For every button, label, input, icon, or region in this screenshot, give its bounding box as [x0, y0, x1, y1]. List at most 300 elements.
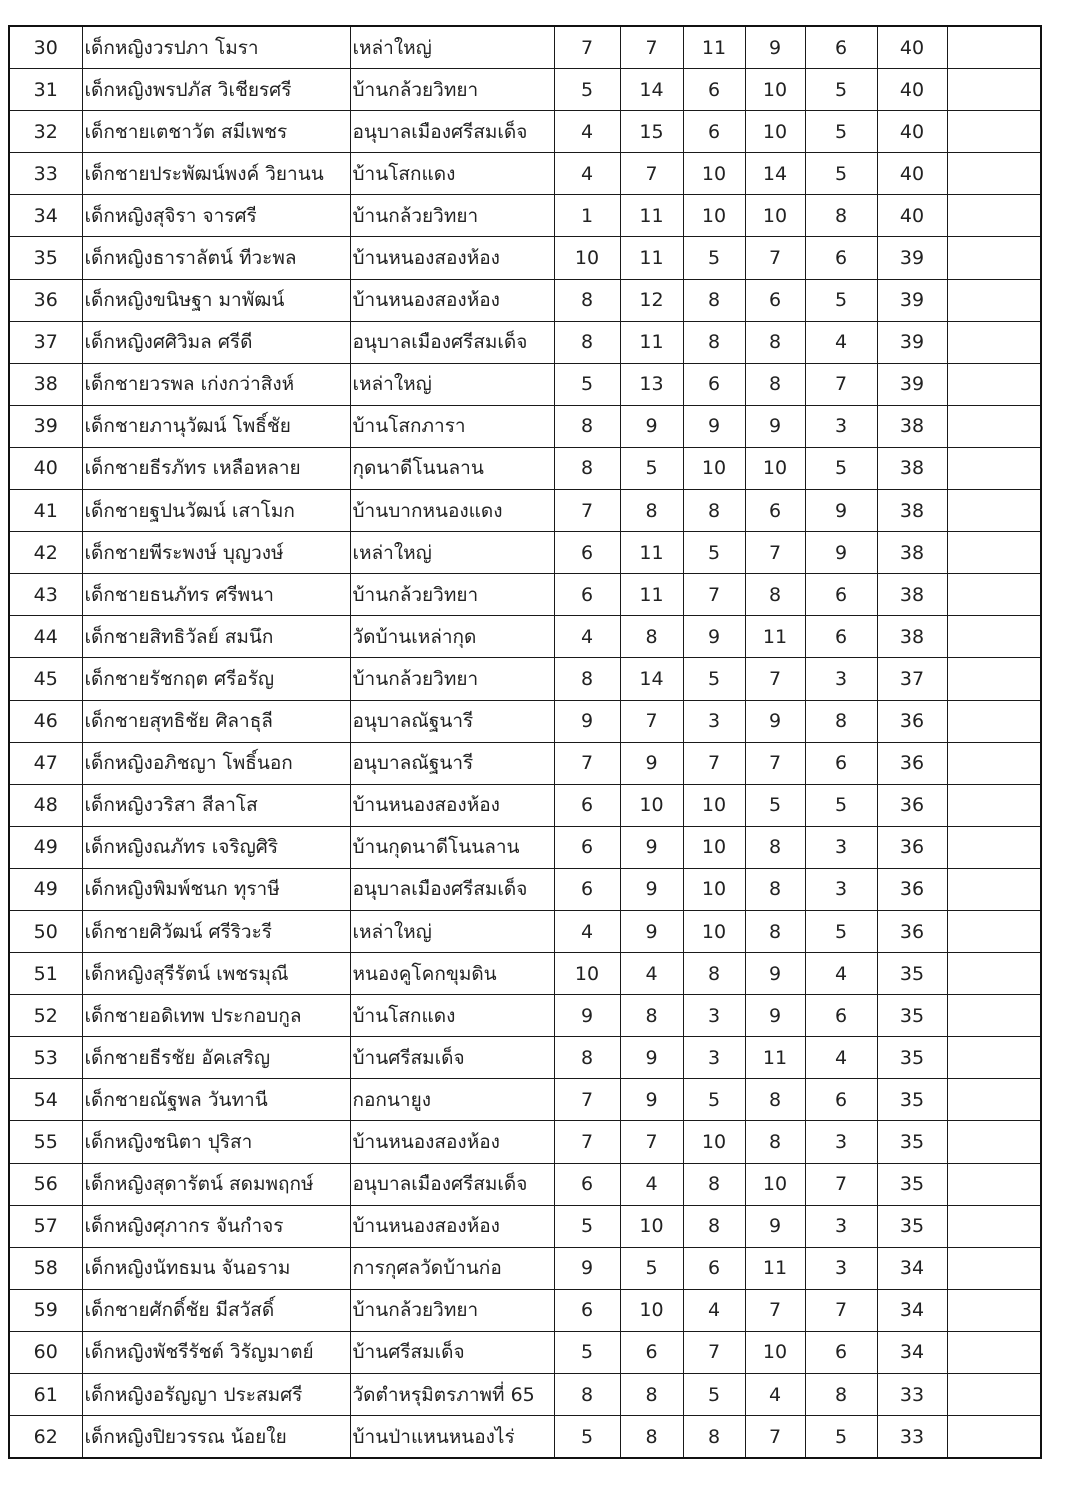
student-name-cell: เด็กหญิงชนิตา ปุริสา: [82, 1121, 350, 1163]
school-cell: อนุบาลเมืองศรีสมเด็จ: [350, 321, 554, 363]
total-score-cell: 40: [877, 111, 947, 153]
score-4-cell: 8: [745, 574, 805, 616]
score-5-cell: 6: [805, 574, 877, 616]
score-3-cell: 7: [683, 1331, 745, 1373]
score-2-cell: 8: [620, 1416, 683, 1459]
total-score-cell: 38: [877, 490, 947, 532]
score-1-cell: 7: [554, 742, 620, 784]
score-5-cell: 7: [805, 363, 877, 405]
score-5-cell: 6: [805, 237, 877, 279]
score-4-cell: 9: [745, 1205, 805, 1247]
table-row: [9, 195, 1041, 237]
rank-cell: 61: [9, 1374, 82, 1416]
score-5-cell: 6: [805, 1079, 877, 1121]
student-name-cell: เด็กหญิงธาราลัตน์ ทีวะพล: [82, 237, 350, 279]
score-2-cell: 11: [620, 574, 683, 616]
score-4-cell: 14: [745, 153, 805, 195]
rank-cell: 37: [9, 321, 82, 363]
remark-cell: [947, 910, 1041, 952]
score-4-cell: 11: [745, 616, 805, 658]
score-1-cell: 6: [554, 574, 620, 616]
total-score-cell: 40: [877, 195, 947, 237]
score-2-cell: 5: [620, 447, 683, 489]
score-3-cell: 7: [683, 742, 745, 784]
remark-cell: [947, 279, 1041, 321]
student-name-cell: เด็กหญิงวริสา สีลาโส: [82, 784, 350, 826]
student-name-cell: เด็กชายธีรภัทร เหลือหลาย: [82, 447, 350, 489]
remark-cell: [947, 574, 1041, 616]
rank-cell: 36: [9, 279, 82, 321]
table-row: [9, 490, 1041, 532]
score-5-cell: 3: [805, 868, 877, 910]
table-row: [9, 1037, 1041, 1079]
score-2-cell: 11: [620, 321, 683, 363]
school-cell: บ้านกล้วยวิทยา: [350, 69, 554, 111]
score-5-cell: 3: [805, 826, 877, 868]
score-4-cell: 9: [745, 700, 805, 742]
score-4-cell: 10: [745, 447, 805, 489]
score-2-cell: 10: [620, 1289, 683, 1331]
score-3-cell: 8: [683, 279, 745, 321]
score-3-cell: 8: [683, 1205, 745, 1247]
rank-cell: 39: [9, 405, 82, 447]
score-5-cell: 9: [805, 490, 877, 532]
total-score-cell: 36: [877, 910, 947, 952]
score-1-cell: 5: [554, 1331, 620, 1373]
score-2-cell: 9: [620, 910, 683, 952]
table-row: [9, 69, 1041, 111]
score-4-cell: 10: [745, 111, 805, 153]
school-cell: อนุบาลณัฐนารี: [350, 700, 554, 742]
rank-cell: 32: [9, 111, 82, 153]
rank-cell: 59: [9, 1289, 82, 1331]
total-score-cell: 36: [877, 700, 947, 742]
rank-cell: 38: [9, 363, 82, 405]
score-1-cell: 5: [554, 363, 620, 405]
score-3-cell: 3: [683, 1037, 745, 1079]
table-row: [9, 658, 1041, 700]
table-row: [9, 1416, 1041, 1459]
score-4-cell: 4: [745, 1374, 805, 1416]
rank-cell: 42: [9, 532, 82, 574]
student-name-cell: เด็กหญิงวรปภา โมรา: [82, 26, 350, 69]
score-5-cell: 8: [805, 195, 877, 237]
score-3-cell: 5: [683, 237, 745, 279]
score-3-cell: 10: [683, 826, 745, 868]
rank-cell: 34: [9, 195, 82, 237]
total-score-cell: 39: [877, 363, 947, 405]
total-score-cell: 36: [877, 826, 947, 868]
score-3-cell: 9: [683, 616, 745, 658]
school-cell: กอกนายูง: [350, 1079, 554, 1121]
score-4-cell: 11: [745, 1247, 805, 1289]
score-2-cell: 9: [620, 1037, 683, 1079]
table-row: [9, 742, 1041, 784]
total-score-cell: 34: [877, 1289, 947, 1331]
total-score-cell: 33: [877, 1416, 947, 1459]
table-row: [9, 111, 1041, 153]
student-name-cell: เด็กชายเตชาวัต สมีเพชร: [82, 111, 350, 153]
score-2-cell: 4: [620, 1163, 683, 1205]
score-2-cell: 12: [620, 279, 683, 321]
student-name-cell: เด็กหญิงณภัทร เจริญศิริ: [82, 826, 350, 868]
rank-cell: 55: [9, 1121, 82, 1163]
total-score-cell: 38: [877, 616, 947, 658]
table-row: [9, 1121, 1041, 1163]
score-2-cell: 14: [620, 69, 683, 111]
remark-cell: [947, 1079, 1041, 1121]
total-score-cell: 35: [877, 953, 947, 995]
school-cell: บ้านกล้วยวิทยา: [350, 1289, 554, 1331]
remark-cell: [947, 153, 1041, 195]
student-name-cell: เด็กชายประพัฒน์พงค์ วิยานน: [82, 153, 350, 195]
score-3-cell: 6: [683, 69, 745, 111]
score-2-cell: 8: [620, 616, 683, 658]
total-score-cell: 35: [877, 1079, 947, 1121]
score-5-cell: 6: [805, 742, 877, 784]
table-row: [9, 153, 1041, 195]
total-score-cell: 39: [877, 237, 947, 279]
total-score-cell: 40: [877, 69, 947, 111]
rank-cell: 44: [9, 616, 82, 658]
score-4-cell: 7: [745, 1416, 805, 1459]
score-5-cell: 8: [805, 1374, 877, 1416]
student-name-cell: เด็กหญิงพัชรีรัชต์ วิรัญมาตย์: [82, 1331, 350, 1373]
table-row: [9, 26, 1041, 69]
score-3-cell: 5: [683, 1374, 745, 1416]
remark-cell: [947, 1289, 1041, 1331]
table-row: [9, 1247, 1041, 1289]
score-1-cell: 8: [554, 658, 620, 700]
remark-cell: [947, 26, 1041, 69]
score-2-cell: 8: [620, 995, 683, 1037]
remark-cell: [947, 447, 1041, 489]
score-4-cell: 8: [745, 826, 805, 868]
school-cell: บ้านหนองสองห้อง: [350, 279, 554, 321]
score-3-cell: 10: [683, 195, 745, 237]
score-5-cell: 5: [805, 910, 877, 952]
score-1-cell: 6: [554, 784, 620, 826]
score-1-cell: 5: [554, 69, 620, 111]
school-cell: บ้านกล้วยวิทยา: [350, 574, 554, 616]
score-1-cell: 4: [554, 616, 620, 658]
score-1-cell: 5: [554, 1205, 620, 1247]
remark-cell: [947, 658, 1041, 700]
rank-cell: 56: [9, 1163, 82, 1205]
score-table: [8, 25, 1042, 1459]
table-row: [9, 1374, 1041, 1416]
school-cell: บ้านหนองสองห้อง: [350, 1205, 554, 1247]
table-row: [9, 826, 1041, 868]
score-3-cell: 8: [683, 953, 745, 995]
score-1-cell: 7: [554, 1079, 620, 1121]
total-score-cell: 35: [877, 1121, 947, 1163]
score-3-cell: 10: [683, 910, 745, 952]
score-1-cell: 6: [554, 532, 620, 574]
table-row: [9, 784, 1041, 826]
student-name-cell: เด็กหญิงอภิชญา โพธิ์นอก: [82, 742, 350, 784]
school-cell: บ้านป่าแหนหนองไร่: [350, 1416, 554, 1459]
score-5-cell: 7: [805, 1289, 877, 1331]
student-name-cell: เด็กชายธีรชัย อัคเสริญ: [82, 1037, 350, 1079]
score-1-cell: 4: [554, 153, 620, 195]
score-4-cell: 10: [745, 195, 805, 237]
student-name-cell: เด็กชายศิวัฒน์ ศรีริวะรี: [82, 910, 350, 952]
student-name-cell: เด็กชายฐปนวัฒน์ เสาโมก: [82, 490, 350, 532]
score-5-cell: 4: [805, 1037, 877, 1079]
school-cell: เหล่าใหญ่: [350, 910, 554, 952]
remark-cell: [947, 1416, 1041, 1459]
student-name-cell: เด็กหญิงปิยวรรณ น้อยใย: [82, 1416, 350, 1459]
score-1-cell: 1: [554, 195, 620, 237]
student-name-cell: เด็กหญิงสุจิรา จารศรี: [82, 195, 350, 237]
score-1-cell: 9: [554, 700, 620, 742]
score-1-cell: 7: [554, 26, 620, 69]
school-cell: บ้านหนองสองห้อง: [350, 1121, 554, 1163]
remark-cell: [947, 1331, 1041, 1373]
score-5-cell: 4: [805, 321, 877, 363]
score-4-cell: 8: [745, 1121, 805, 1163]
student-name-cell: เด็กชายพีระพงษ์ บุญวงษ์: [82, 532, 350, 574]
score-2-cell: 7: [620, 1121, 683, 1163]
score-3-cell: 3: [683, 700, 745, 742]
remark-cell: [947, 111, 1041, 153]
score-3-cell: 5: [683, 532, 745, 574]
rank-cell: 31: [9, 69, 82, 111]
score-3-cell: 6: [683, 363, 745, 405]
table-row: [9, 279, 1041, 321]
school-cell: บ้านกล้วยวิทยา: [350, 658, 554, 700]
rank-cell: 54: [9, 1079, 82, 1121]
table-row: [9, 1163, 1041, 1205]
score-3-cell: 6: [683, 111, 745, 153]
score-3-cell: 8: [683, 321, 745, 363]
score-4-cell: 6: [745, 490, 805, 532]
score-3-cell: 10: [683, 784, 745, 826]
school-cell: หนองคูโคกขุมดิน: [350, 953, 554, 995]
score-2-cell: 11: [620, 237, 683, 279]
score-4-cell: 8: [745, 321, 805, 363]
score-1-cell: 8: [554, 447, 620, 489]
table-row: [9, 447, 1041, 489]
table-row: [9, 405, 1041, 447]
score-2-cell: 6: [620, 1331, 683, 1373]
student-name-cell: เด็กชายวรพล เก่งกว่าสิงห์: [82, 363, 350, 405]
table-row: [9, 616, 1041, 658]
score-5-cell: 6: [805, 26, 877, 69]
total-score-cell: 33: [877, 1374, 947, 1416]
school-cell: อนุบาลเมืองศรีสมเด็จ: [350, 111, 554, 153]
total-score-cell: 36: [877, 742, 947, 784]
score-3-cell: 4: [683, 1289, 745, 1331]
student-name-cell: เด็กหญิงศศิวิมล ศรีดี: [82, 321, 350, 363]
score-1-cell: 8: [554, 321, 620, 363]
remark-cell: [947, 1163, 1041, 1205]
total-score-cell: 40: [877, 26, 947, 69]
score-1-cell: 4: [554, 910, 620, 952]
score-5-cell: 9: [805, 532, 877, 574]
table-row: [9, 910, 1041, 952]
score-2-cell: 7: [620, 26, 683, 69]
student-name-cell: เด็กชายรัชกฤต ศรีอรัญ: [82, 658, 350, 700]
student-name-cell: เด็กชายภานุวัฒน์ โพธิ์ชัย: [82, 405, 350, 447]
student-name-cell: เด็กหญิงพรปภัส วิเชียรศรี: [82, 69, 350, 111]
total-score-cell: 35: [877, 995, 947, 1037]
score-3-cell: 5: [683, 1079, 745, 1121]
rank-cell: 45: [9, 658, 82, 700]
score-4-cell: 8: [745, 363, 805, 405]
table-row: [9, 574, 1041, 616]
score-4-cell: 7: [745, 658, 805, 700]
rank-cell: 50: [9, 910, 82, 952]
remark-cell: [947, 784, 1041, 826]
rank-cell: 41: [9, 490, 82, 532]
score-2-cell: 10: [620, 1205, 683, 1247]
remark-cell: [947, 742, 1041, 784]
score-4-cell: 7: [745, 237, 805, 279]
rank-cell: 35: [9, 237, 82, 279]
total-score-cell: 35: [877, 1205, 947, 1247]
student-name-cell: เด็กหญิงพิมพ์ชนก ทุราษี: [82, 868, 350, 910]
table-row: [9, 1205, 1041, 1247]
score-4-cell: 5: [745, 784, 805, 826]
rank-cell: 40: [9, 447, 82, 489]
total-score-cell: 40: [877, 153, 947, 195]
score-5-cell: 5: [805, 1416, 877, 1459]
score-5-cell: 6: [805, 616, 877, 658]
score-1-cell: 8: [554, 279, 620, 321]
rank-cell: 47: [9, 742, 82, 784]
score-3-cell: 10: [683, 868, 745, 910]
rank-cell: 62: [9, 1416, 82, 1459]
student-name-cell: เด็กหญิงอรัญญา ประสมศรี: [82, 1374, 350, 1416]
score-2-cell: 7: [620, 153, 683, 195]
rank-cell: 60: [9, 1331, 82, 1373]
score-2-cell: 9: [620, 826, 683, 868]
table-row: [9, 1331, 1041, 1373]
score-3-cell: 8: [683, 490, 745, 532]
score-4-cell: 10: [745, 1163, 805, 1205]
school-cell: วัดบ้านเหล่ากุด: [350, 616, 554, 658]
score-3-cell: 10: [683, 447, 745, 489]
school-cell: บ้านโสกแดง: [350, 153, 554, 195]
table-row: [9, 953, 1041, 995]
score-3-cell: 10: [683, 1121, 745, 1163]
school-cell: บ้านโสกแดง: [350, 995, 554, 1037]
score-3-cell: 8: [683, 1416, 745, 1459]
score-4-cell: 10: [745, 69, 805, 111]
school-cell: บ้านศรีสมเด็จ: [350, 1331, 554, 1373]
score-2-cell: 7: [620, 700, 683, 742]
total-score-cell: 34: [877, 1247, 947, 1289]
score-1-cell: 9: [554, 1247, 620, 1289]
score-4-cell: 10: [745, 1331, 805, 1373]
score-4-cell: 7: [745, 1289, 805, 1331]
remark-cell: [947, 1374, 1041, 1416]
school-cell: เหล่าใหญ่: [350, 26, 554, 69]
table-row: [9, 363, 1041, 405]
remark-cell: [947, 1121, 1041, 1163]
score-2-cell: 9: [620, 742, 683, 784]
score-3-cell: 11: [683, 26, 745, 69]
remark-cell: [947, 405, 1041, 447]
rank-cell: 51: [9, 953, 82, 995]
remark-cell: [947, 195, 1041, 237]
rank-cell: 53: [9, 1037, 82, 1079]
rank-cell: 46: [9, 700, 82, 742]
student-name-cell: เด็กชายธนภัทร ศรีพนา: [82, 574, 350, 616]
remark-cell: [947, 490, 1041, 532]
student-name-cell: เด็กชายสุทธิชัย ศิลาธุลี: [82, 700, 350, 742]
score-4-cell: 11: [745, 1037, 805, 1079]
score-3-cell: 10: [683, 153, 745, 195]
score-1-cell: 6: [554, 1289, 620, 1331]
total-score-cell: 38: [877, 532, 947, 574]
score-4-cell: 7: [745, 532, 805, 574]
remark-cell: [947, 69, 1041, 111]
total-score-cell: 37: [877, 658, 947, 700]
student-name-cell: เด็กหญิงสุรีรัตน์ เพชรมุณี: [82, 953, 350, 995]
score-1-cell: 8: [554, 405, 620, 447]
score-1-cell: 8: [554, 1037, 620, 1079]
rank-cell: 43: [9, 574, 82, 616]
score-2-cell: 4: [620, 953, 683, 995]
rank-cell: 52: [9, 995, 82, 1037]
rank-cell: 30: [9, 26, 82, 69]
score-3-cell: 9: [683, 405, 745, 447]
table-body: [9, 26, 1041, 1458]
school-cell: บ้านศรีสมเด็จ: [350, 1037, 554, 1079]
table-row: [9, 1289, 1041, 1331]
score-4-cell: 6: [745, 279, 805, 321]
score-2-cell: 11: [620, 195, 683, 237]
remark-cell: [947, 953, 1041, 995]
remark-cell: [947, 826, 1041, 868]
table-row: [9, 321, 1041, 363]
school-cell: บ้านกุดนาดีโนนลาน: [350, 826, 554, 868]
table-row: [9, 995, 1041, 1037]
remark-cell: [947, 237, 1041, 279]
score-3-cell: 8: [683, 1163, 745, 1205]
score-5-cell: 3: [805, 405, 877, 447]
rank-cell: 58: [9, 1247, 82, 1289]
score-1-cell: 6: [554, 1163, 620, 1205]
student-name-cell: เด็กหญิงศุภากร จันกำจร: [82, 1205, 350, 1247]
score-5-cell: 3: [805, 1205, 877, 1247]
score-5-cell: 7: [805, 1163, 877, 1205]
score-2-cell: 8: [620, 1374, 683, 1416]
score-3-cell: 3: [683, 995, 745, 1037]
score-5-cell: 3: [805, 1247, 877, 1289]
school-cell: เหล่าใหญ่: [350, 363, 554, 405]
score-3-cell: 5: [683, 658, 745, 700]
score-5-cell: 5: [805, 69, 877, 111]
total-score-cell: 36: [877, 868, 947, 910]
school-cell: วัดตำหรุมิตรภาพที่ 65: [350, 1374, 554, 1416]
score-5-cell: 8: [805, 700, 877, 742]
score-4-cell: 8: [745, 868, 805, 910]
rank-cell: 49: [9, 868, 82, 910]
score-1-cell: 6: [554, 826, 620, 868]
total-score-cell: 34: [877, 1331, 947, 1373]
remark-cell: [947, 1247, 1041, 1289]
table-row: [9, 1079, 1041, 1121]
student-name-cell: เด็กชายณัฐพล วันทานี: [82, 1079, 350, 1121]
score-5-cell: 5: [805, 111, 877, 153]
school-cell: บ้านโสกภารา: [350, 405, 554, 447]
rank-cell: 48: [9, 784, 82, 826]
score-5-cell: 5: [805, 153, 877, 195]
